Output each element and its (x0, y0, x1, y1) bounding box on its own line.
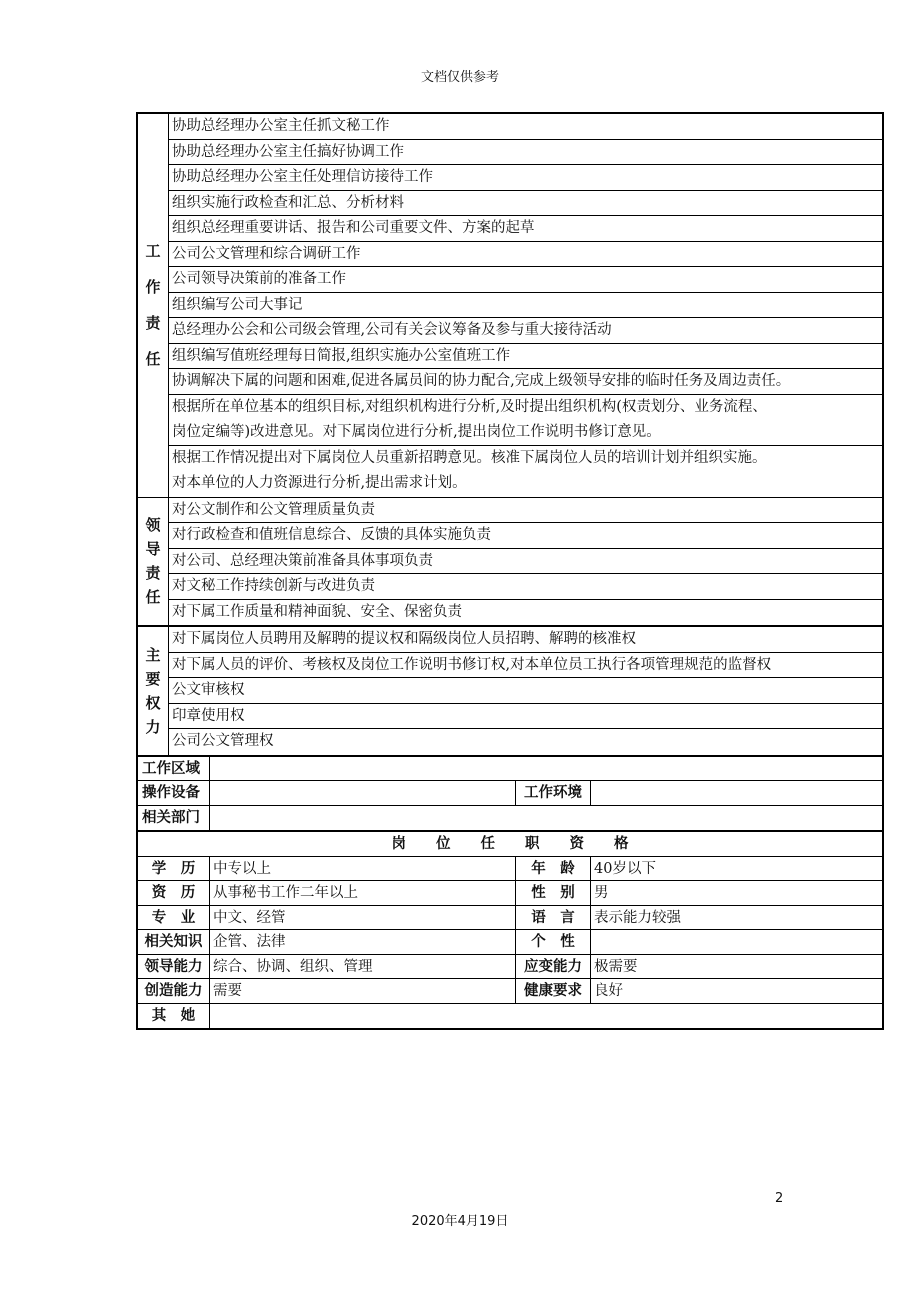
power-item: 印章使用权 (169, 704, 882, 730)
equipment-label: 操作设备 (138, 781, 210, 805)
personality-label: 个 性 (516, 930, 591, 954)
qualifications-title-row (138, 832, 882, 857)
other-label: 其 她 (138, 1004, 210, 1029)
duty-item: 组织编写值班经理每日简报,组织实施办公室值班工作 (169, 344, 882, 370)
duty-item: 协助总经理办公室主任处理信访接待工作 (169, 165, 882, 191)
adaptability-label: 应变能力 (516, 955, 591, 979)
duties-label (138, 114, 169, 497)
creativity-label: 创造能力 (138, 979, 210, 1003)
duties-label-char: 工 (145, 242, 161, 261)
knowledge-label: 相关知识 (138, 930, 210, 954)
leadership-item: 对文秘工作持续创新与改进负责 (169, 574, 882, 600)
power-item: 公司公文管理权 (172, 733, 274, 749)
age-label: 年 龄 (516, 857, 591, 881)
leadership-ability-value: 综合、协调、组织、管理 (210, 955, 516, 979)
experience-label: 资 历 (138, 881, 210, 905)
power-item: 公文审核权 (169, 678, 882, 704)
power-item: 对下属人员的评价、考核权及岗位工作说明书修订权,对本单位员工执行各项管理规范的监督权 (169, 653, 882, 679)
qualifications-title (138, 832, 882, 856)
work-area-value (210, 757, 882, 781)
education-label: 学 历 (138, 857, 210, 881)
duty-item: 公司公文管理和综合调研工作 (169, 242, 882, 268)
duty-item: 岗位定编等)改进意见。对下属岗位进行分析,提出岗位工作说明书修订意见。 (169, 420, 882, 446)
leadership-section (138, 498, 882, 628)
duty-item: 对本单位的人力资源进行分析,提出需求计划。 (172, 475, 467, 491)
leadership-item: 对公司、总经理决策前准备具体事项负责 (169, 549, 882, 575)
powers-label-char: 权 (145, 693, 161, 712)
powers-label-char: 要 (145, 669, 161, 688)
title-char: 格 (614, 836, 629, 852)
leadership-label-char: 导 (145, 540, 161, 559)
other-value (210, 1004, 882, 1029)
page-header: 文档仅供参考 (420, 70, 499, 85)
page-number: 2 (775, 1191, 784, 1206)
work-area-row (138, 757, 882, 782)
title-char: 职 (525, 836, 540, 852)
language-label: 语 言 (516, 906, 591, 930)
work-area-label: 工作区域 (138, 757, 210, 781)
environment-label: 工作环境 (516, 781, 591, 805)
equipment-value (210, 781, 516, 805)
language-value: 表示能力较强 (594, 909, 681, 926)
gender-label: 性 别 (516, 881, 591, 905)
equipment-row (138, 781, 882, 806)
duty-item: 协助总经理办公室主任抓文秘工作 (169, 114, 882, 140)
title-char: 位 (436, 836, 451, 852)
health-value: 良好 (594, 983, 623, 999)
duty-item: 组织实施行政检查和汇总、分析材料 (169, 191, 882, 217)
qualification-row (138, 857, 882, 882)
qualification-row (138, 955, 882, 980)
duties-section (138, 114, 882, 498)
duty-item: 组织编写公司大事记 (169, 293, 882, 319)
dept-label: 相关部门 (138, 806, 210, 831)
leadership-list (169, 498, 882, 626)
duties-label-char: 任 (145, 350, 161, 369)
gender-value: 男 (594, 885, 609, 901)
powers-section (138, 627, 882, 757)
powers-list (169, 627, 882, 755)
experience-value: 从事秘书工作二年以上 (210, 881, 516, 905)
dept-row (138, 806, 882, 831)
powers-label-char: 主 (145, 645, 161, 664)
personality-value (591, 930, 882, 954)
title-char: 任 (480, 836, 495, 852)
dept-value (210, 806, 882, 831)
leadership-label-char: 责 (145, 564, 161, 583)
knowledge-value: 企管、法律 (210, 930, 516, 954)
major-value: 中文、经管 (210, 906, 516, 930)
qualification-row (138, 906, 882, 931)
leadership-label-char: 任 (145, 588, 161, 607)
adaptability-value: 极需要 (594, 958, 638, 975)
environment-value (591, 781, 882, 805)
powers-label (138, 627, 169, 755)
leadership-label-char: 领 (145, 516, 161, 535)
job-description-table (136, 112, 884, 1030)
education-value: 中专以上 (210, 857, 516, 881)
title-char: 资 (569, 836, 584, 852)
duty-item: 协助总经理办公室主任搞好协调工作 (169, 140, 882, 166)
duty-item: 根据工作情况提出对下属岗位人员重新招聘意见。核准下属岗位人员的培训计划并组织实施。 (172, 449, 767, 466)
title-char: 岗 (391, 836, 406, 852)
qualification-row (138, 881, 882, 906)
duties-list (169, 114, 882, 497)
power-item: 对下属岗位人员聘用及解聘的提议权和隔级岗位人员招聘、解聘的核准权 (169, 627, 882, 653)
age-value: 40岁以下 (594, 860, 656, 877)
health-label: 健康要求 (516, 979, 591, 1003)
leadership-ability-label: 领导能力 (138, 955, 210, 979)
leadership-label (138, 498, 169, 626)
duty-item: 总经理办公会和公司级会管理,公司有关会议筹备及参与重大接待活动 (169, 318, 882, 344)
major-label: 专 业 (138, 906, 210, 930)
duties-label-char: 责 (145, 314, 161, 333)
leadership-item: 对行政检查和值班信息综合、反馈的具体实施负责 (169, 523, 882, 549)
duty-item: 公司领导决策前的准备工作 (169, 267, 882, 293)
work-info-section (138, 757, 882, 833)
qualification-row (138, 930, 882, 955)
creativity-value: 需要 (210, 979, 516, 1003)
duty-item: 协调解决下属的问题和困难,促进各属员间的协力配合,完成上级领导安排的临时任务及周边责任。 (169, 369, 882, 395)
leadership-item: 对下属工作质量和精神面貌、安全、保密负责 (172, 603, 462, 620)
powers-label-char: 力 (145, 717, 161, 736)
qualifications-section (138, 832, 882, 1028)
leadership-item: 对公文制作和公文管理质量负责 (169, 498, 882, 524)
duties-label-char: 作 (145, 278, 161, 297)
duty-item: 组织总经理重要讲话、报告和公司重要文件、方案的起草 (169, 216, 882, 242)
other-row (138, 1004, 882, 1029)
duty-item: 根据所在单位基本的组织目标,对组织机构进行分析,及时提出组织机构(权责划分、业务流程、 (172, 398, 767, 415)
page-footer-date: 2020年4月19日 (411, 1214, 509, 1229)
qualification-row (138, 979, 882, 1004)
